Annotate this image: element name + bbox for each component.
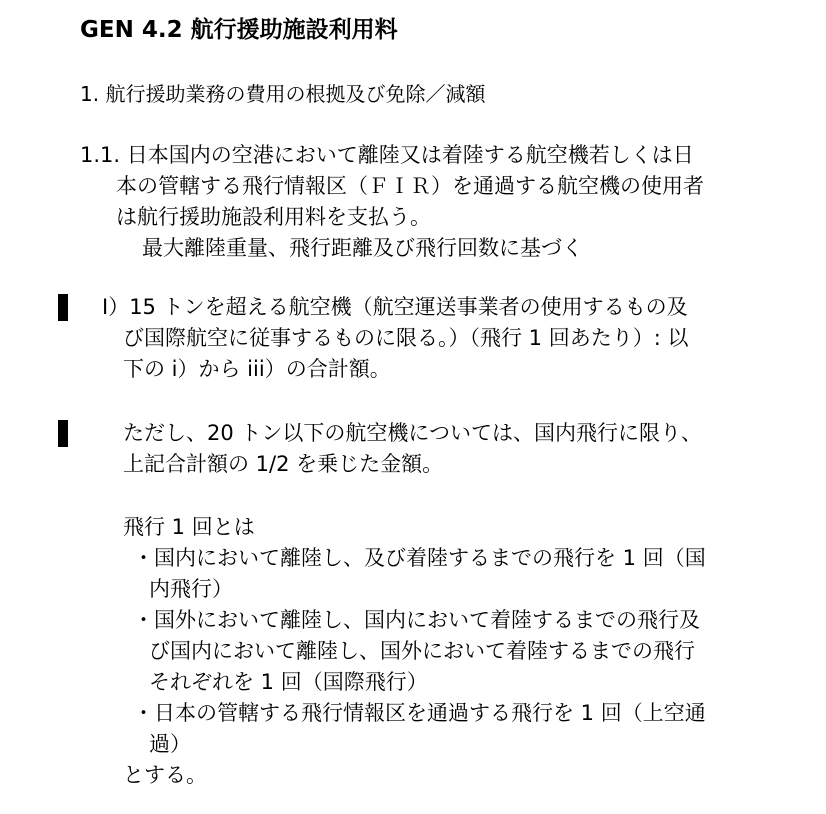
paragraph-line: び国際航空に従事するものに限る。）（飛行 1 回あたり）: 以 — [123, 326, 689, 350]
flight-definition — [123, 512, 706, 791]
paragraph-line: は航行援助施設利用料を支払う。 — [116, 205, 431, 229]
paragraph-line: I）15 トンを超える航空機（航空運送事業者の使用するもの及 — [102, 295, 688, 319]
paragraph-item-i — [102, 292, 688, 385]
paragraph-1-1 — [80, 140, 704, 264]
paragraph-line: 本の管轄する飛行情報区（ＦＩＲ）を通過する航空機の使用者 — [116, 174, 704, 198]
paragraph-line: 1.1. 日本国内の空港において離陸又は着陸する航空機若しくは日 — [80, 143, 694, 167]
definition-closing: とする。 — [123, 763, 207, 787]
definition-intro: 飛行 1 回とは — [123, 515, 255, 539]
change-bar — [58, 294, 68, 321]
bullet-line: ・国内において離陸し、及び着陸するまでの飛行を 1 回（国 — [133, 546, 706, 570]
page-title: GEN 4.2 航行援助施設利用料 — [80, 17, 398, 43]
paragraph-line: 最大離陸重量、飛行距離及び飛行回数に基づく — [142, 236, 583, 260]
paragraph-proviso — [123, 418, 702, 480]
bullet-line: 過） — [149, 732, 191, 756]
paragraph-line: ただし、20 トン以下の航空機については、国内飛行に限り、 — [123, 421, 702, 445]
change-bar — [58, 420, 68, 447]
paragraph-line: 下の i）から iii）の合計額。 — [123, 357, 391, 381]
bullet-line: 内飛行） — [149, 577, 233, 601]
bullet-line: ・日本の管轄する飛行情報区を通過する飛行を 1 回（上空通 — [133, 701, 706, 725]
bullet-line: それぞれを 1 回（国際飛行） — [149, 670, 428, 694]
bullet-line: び国内において離陸し、国外において着陸するまでの飛行 — [149, 639, 695, 663]
section-heading: 1. 航行援助業務の費用の根拠及び免除／減額 — [80, 82, 486, 106]
paragraph-line: 上記合計額の 1/2 を乗じた金額。 — [123, 452, 444, 476]
bullet-line: ・国外において離陸し、国内において着陸するまでの飛行及 — [133, 608, 700, 632]
